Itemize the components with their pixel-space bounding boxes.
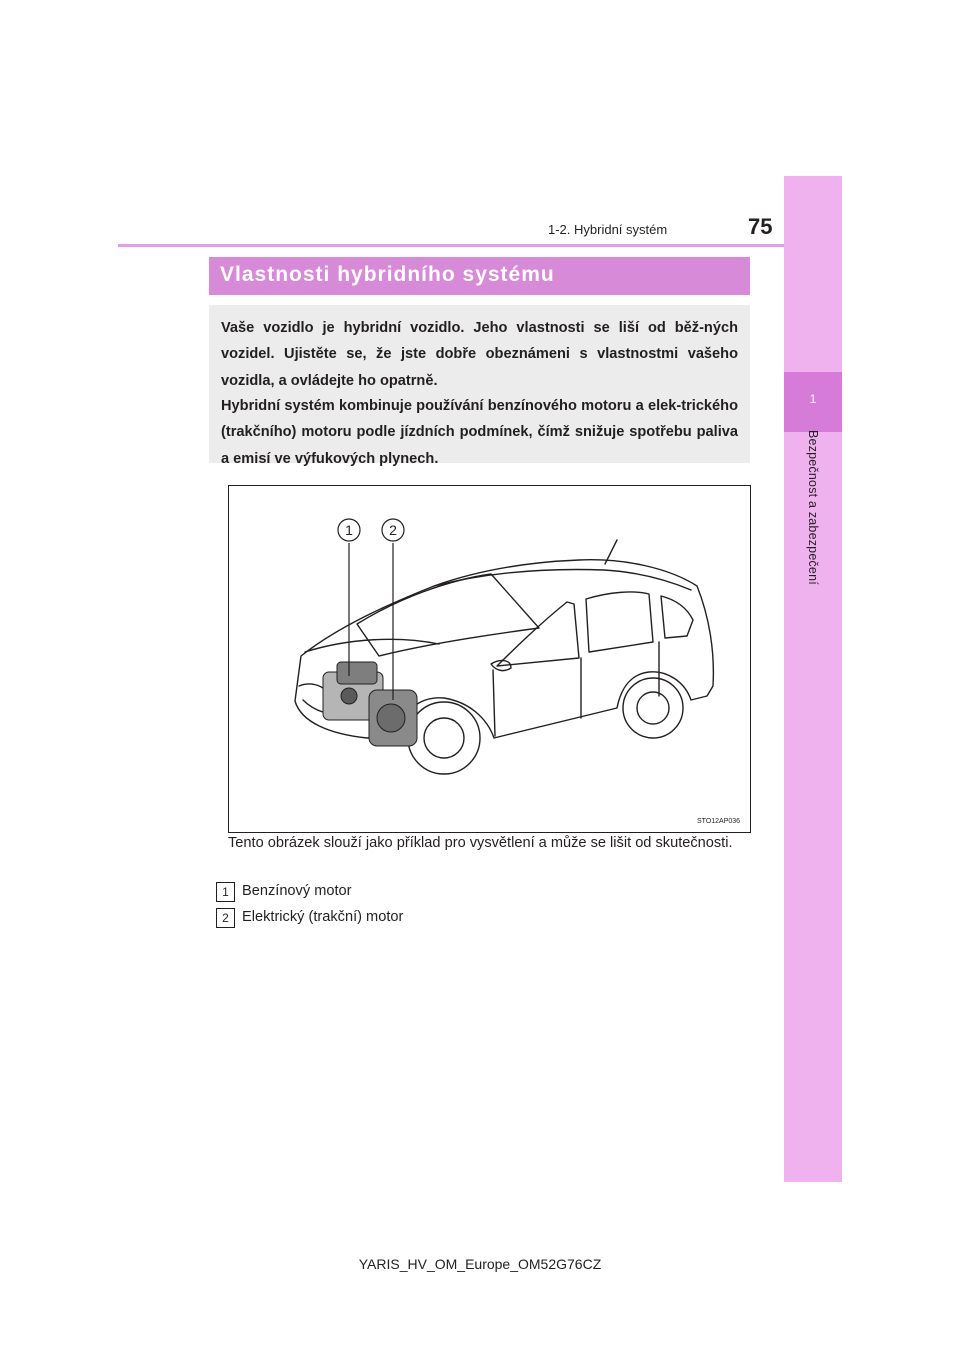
rear-wheel (623, 678, 683, 738)
rear-quarter-window (661, 596, 693, 638)
chapter-number: 1 (809, 392, 817, 406)
chapter-title-container (784, 430, 842, 700)
callout-number-1: 1 (345, 522, 353, 538)
rear-wheel-hub (637, 692, 669, 724)
legend-label: Elektrický (trakční) motor (242, 909, 404, 925)
intro-paragraph: Vaše vozidlo je hybridní vozidlo. Jeho vlastnosti se liší od běž-ných vozidel. Ujistěte se, že jste dobře obeznámeni s vlastnostmi vašeho vozidla, a ovládejte ho opatrně. (221, 320, 738, 389)
legend-number: 1 (216, 882, 235, 902)
rear-side-window (586, 592, 653, 652)
windshield (357, 574, 539, 656)
figure-code: STO12AP036 (697, 818, 741, 825)
car-drawing (229, 486, 750, 832)
intro-paragraph: Hybridní systém kombinuje používání benzínového motoru a elek-trického (trakčního) motoru podle jízdních podmínek, čímž snižuje spotřebu paliva a emisí ve výfukových plynech. (221, 398, 738, 467)
document-id: YARIS_HV_OM_Europe_OM52G76CZ (358, 1256, 602, 1272)
front-wheel (408, 702, 480, 774)
door-line (493, 670, 495, 736)
hybrid-car-illustration (228, 485, 751, 833)
intro-box (209, 305, 750, 467)
figure-caption: Tento obrázek slouží jako příklad pro vysvětlení a může se lišit od skutečnosti. (228, 835, 733, 851)
roof-line (434, 570, 691, 590)
header-rule (118, 244, 784, 247)
front-wheel-hub (424, 718, 464, 758)
callout-number-2: 2 (389, 522, 397, 538)
page-title: Vlastnosti hybridního systému (220, 263, 555, 286)
legend-label: Benzínový motor (242, 883, 352, 899)
page-number: 75 (748, 214, 773, 239)
legend-number: 2 (216, 908, 235, 928)
engine-assembly (323, 662, 417, 746)
section-label: 1-2. Hybridní systém (548, 222, 668, 237)
chapter-title: Bezpečnost a zabezpečení (806, 430, 820, 585)
front-side-window (497, 602, 579, 666)
